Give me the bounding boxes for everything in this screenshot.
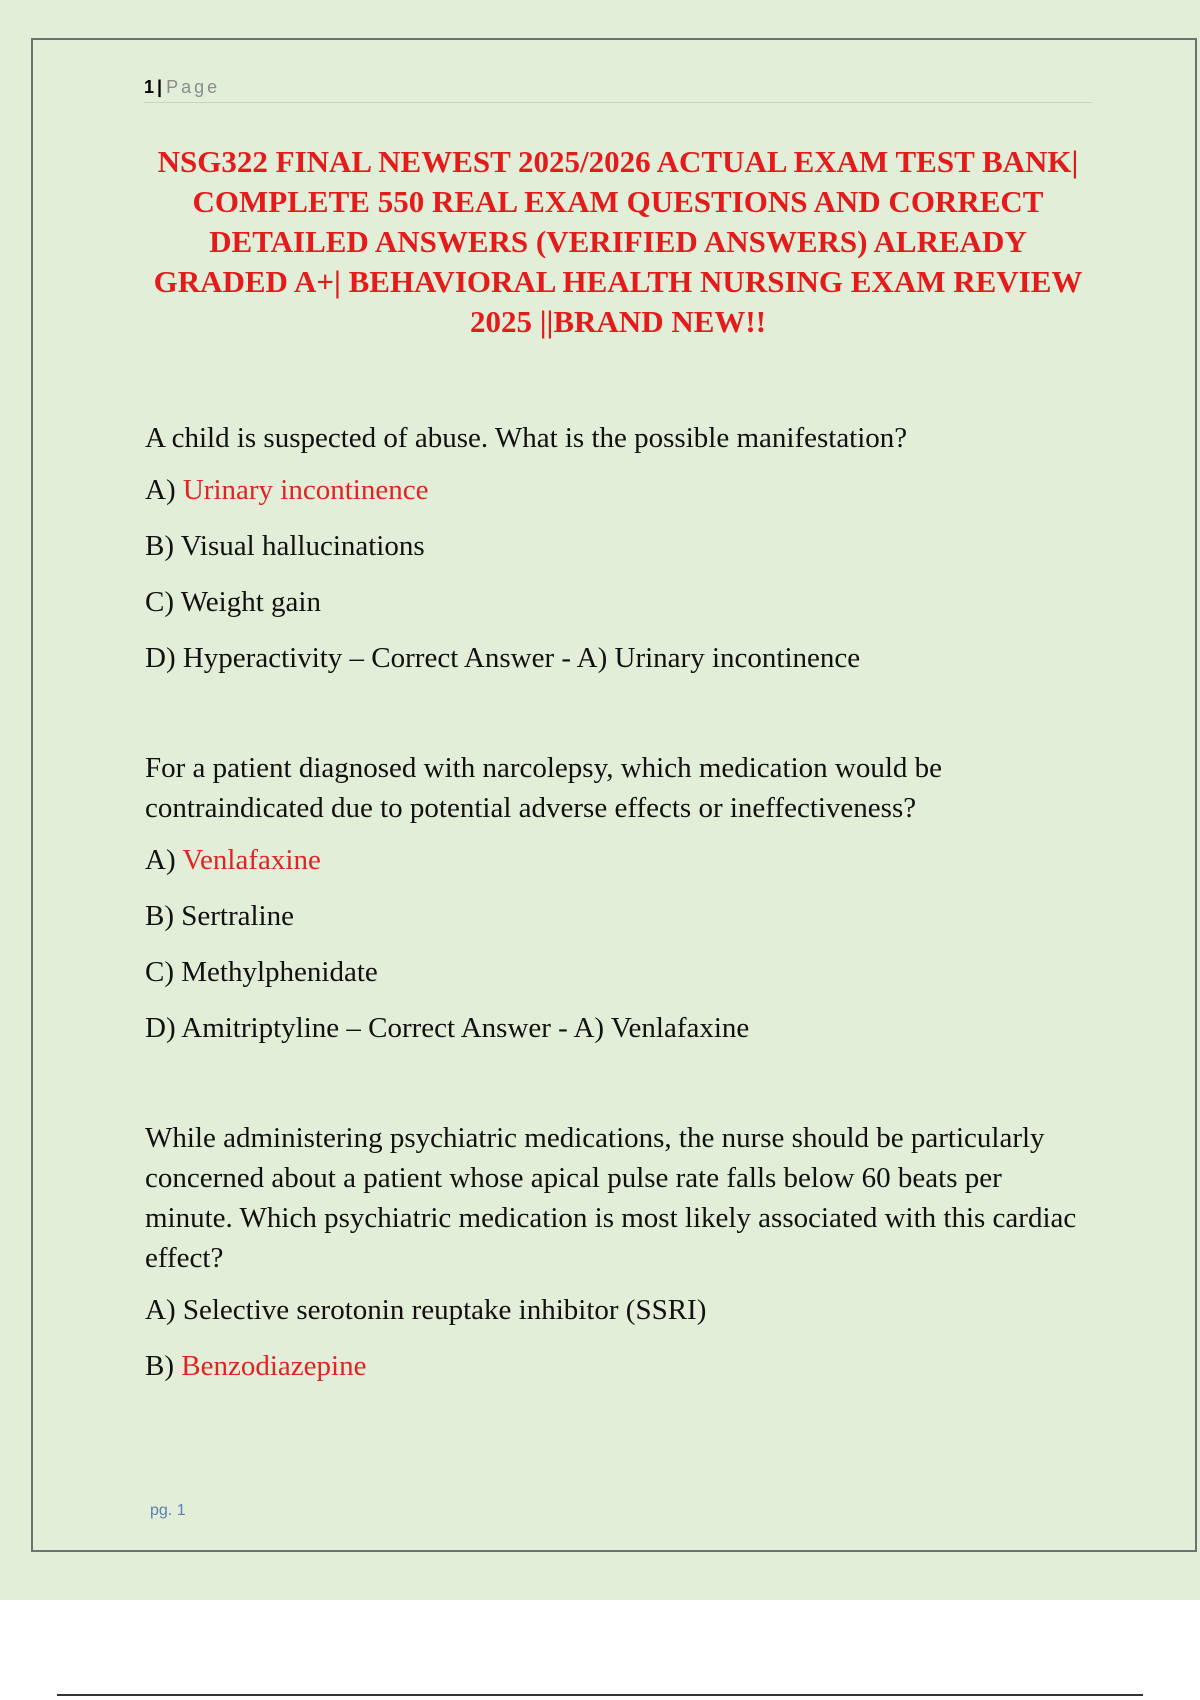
option-text: Methylphenidate	[181, 956, 378, 988]
exam-content	[145, 418, 1095, 1402]
option-text: Sertraline	[181, 900, 294, 932]
option-text: Amitriptyline – Correct Answer - A) Venlafaxine	[181, 1012, 750, 1044]
question-3-option-a	[145, 1290, 1095, 1330]
option-prefix: B)	[145, 900, 182, 932]
question-3-option-b	[145, 1346, 1095, 1386]
bottom-divider	[57, 1694, 1143, 1696]
document-title: NSG322 FINAL NEWEST 2025/2026 ACTUAL EXAM TEST BANK| COMPLETE 550 REAL EXAM QUESTIONS AND CORRECT DETAILED ANSWERS (VERIFIED ANSWERS) ALREADY GRADED A+| BEHAVIORAL HEALTH NURSING EXAM REVIEW 2025 ||BRAND NEW!!	[153, 144, 1083, 339]
page-header	[144, 72, 1092, 103]
question-1-text: A child is suspected of abuse. What is the possible manifestation?	[145, 422, 908, 454]
question-1-option-a	[145, 470, 1095, 510]
question-1-option-b	[145, 526, 1095, 566]
question-2-option-c	[145, 952, 1095, 992]
question-1-option-d	[145, 638, 1095, 678]
option-prefix: C)	[145, 586, 181, 618]
question-2-option-d	[145, 1008, 1095, 1048]
question-3-text: While administering psychiatric medications, the nurse should be particularly concerned about a patient whose apical pulse rate falls below 60 beats per minute. Which psychiatric medication is most likely associated with this cardiac effect?	[145, 1122, 1077, 1274]
header-separator: |	[157, 77, 163, 97]
option-text: Weight gain	[180, 586, 321, 618]
option-prefix: A)	[145, 1294, 183, 1326]
page-footer: pg. 1	[150, 1502, 186, 1519]
highlighted-answer: Urinary incontinence	[182, 474, 429, 506]
option-prefix: A)	[145, 474, 183, 506]
question-1-option-c	[145, 582, 1095, 622]
option-text: Selective serotonin reuptake inhibitor (SSRI)	[182, 1294, 707, 1326]
question-2-option-a	[145, 840, 1095, 880]
question-2-option-b	[145, 896, 1095, 936]
option-text: Visual hallucinations	[180, 530, 425, 562]
option-prefix: C)	[145, 956, 182, 988]
option-prefix: D)	[145, 642, 183, 674]
option-prefix: B)	[145, 530, 181, 562]
option-prefix: A)	[145, 844, 183, 876]
option-text: Hyperactivity – Correct Answer - A) Urinary incontinence	[182, 642, 861, 674]
page-label: Page	[166, 77, 221, 97]
option-prefix: D)	[145, 1012, 182, 1044]
page-number: 1	[144, 77, 155, 97]
highlighted-answer: Venlafaxine	[182, 844, 321, 876]
highlighted-answer: Benzodiazepine	[181, 1350, 367, 1382]
question-2-text: For a patient diagnosed with narcolepsy, which medication would be contraindicated due to potential adverse effects or ineffectiveness?	[145, 752, 943, 824]
option-prefix: B)	[145, 1350, 182, 1382]
